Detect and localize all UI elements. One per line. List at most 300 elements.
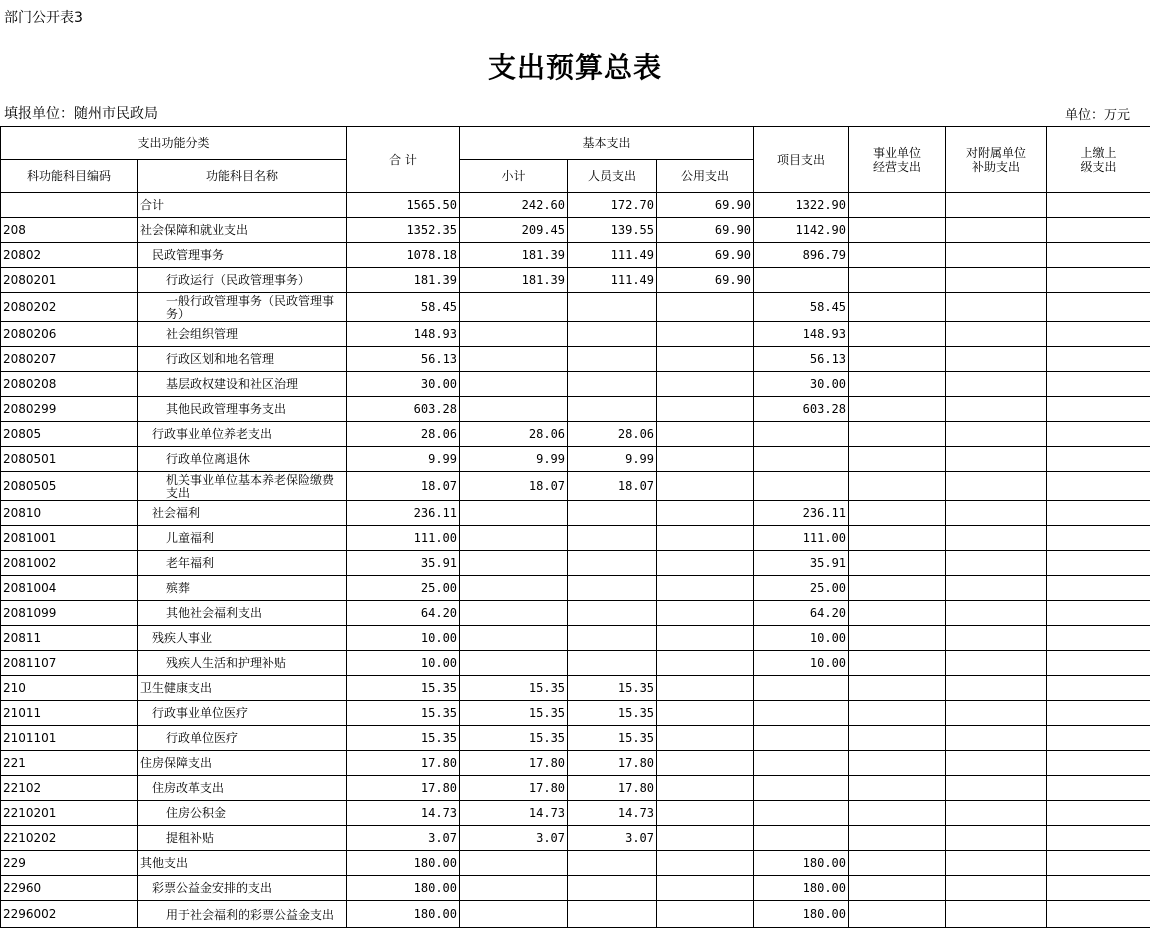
cell-name: 残疾人事业 xyxy=(138,626,347,651)
page-title: 支出预算总表 xyxy=(0,46,1150,86)
cell-code: 2080206 xyxy=(1,322,138,347)
cell-project: 56.13 xyxy=(754,347,849,372)
cell-project xyxy=(754,801,849,826)
cell-name: 其他社会福利支出 xyxy=(138,601,347,626)
cell-subsidy xyxy=(946,447,1047,472)
cell-personnel: 28.06 xyxy=(568,422,657,447)
cell-subtotal xyxy=(460,501,568,526)
cell-total: 15.35 xyxy=(347,726,460,751)
table-row xyxy=(1,501,1150,526)
table-row xyxy=(1,801,1150,826)
cell-project: 180.00 xyxy=(754,851,849,876)
cell-upper xyxy=(1047,776,1150,801)
cell-public xyxy=(657,472,754,501)
cell-personnel: 9.99 xyxy=(568,447,657,472)
cell-name: 其他支出 xyxy=(138,851,347,876)
cell-total: 180.00 xyxy=(347,876,460,901)
cell-subtotal xyxy=(460,901,568,928)
cell-subtotal xyxy=(460,526,568,551)
cell-total: 3.07 xyxy=(347,826,460,851)
cell-subtotal xyxy=(460,372,568,397)
cell-subtotal xyxy=(460,626,568,651)
cell-upper xyxy=(1047,651,1150,676)
cell-subtotal: 181.39 xyxy=(460,243,568,268)
cell-business xyxy=(849,826,946,851)
cell-total: 15.35 xyxy=(347,701,460,726)
cell-subtotal: 14.73 xyxy=(460,801,568,826)
cell-business xyxy=(849,576,946,601)
cell-subtotal: 3.07 xyxy=(460,826,568,851)
cell-personnel: 15.35 xyxy=(568,726,657,751)
cell-project: 10.00 xyxy=(754,626,849,651)
cell-project xyxy=(754,726,849,751)
cell-subtotal: 15.35 xyxy=(460,676,568,701)
cell-subsidy xyxy=(946,551,1047,576)
cell-business xyxy=(849,372,946,397)
cell-total: 18.07 xyxy=(347,472,460,501)
table-row xyxy=(1,193,1150,218)
header-public: 公用支出 xyxy=(657,160,754,193)
cell-upper xyxy=(1047,501,1150,526)
cell-upper xyxy=(1047,268,1150,293)
currency-unit: 单位：万元 xyxy=(1065,104,1130,123)
cell-code: 210 xyxy=(1,676,138,701)
cell-business xyxy=(849,851,946,876)
table-row xyxy=(1,601,1150,626)
cell-subtotal xyxy=(460,293,568,322)
cell-public: 69.90 xyxy=(657,218,754,243)
cell-public xyxy=(657,876,754,901)
cell-name: 行政区划和地名管理 xyxy=(138,347,347,372)
cell-personnel xyxy=(568,576,657,601)
table-row xyxy=(1,268,1150,293)
cell-code: 2081107 xyxy=(1,651,138,676)
cell-project: 896.79 xyxy=(754,243,849,268)
table-row xyxy=(1,447,1150,472)
cell-subtotal xyxy=(460,576,568,601)
cell-project: 58.45 xyxy=(754,293,849,322)
cell-project xyxy=(754,422,849,447)
cell-subtotal xyxy=(460,651,568,676)
table-row xyxy=(1,676,1150,701)
cell-public xyxy=(657,397,754,422)
cell-business xyxy=(849,347,946,372)
cell-name: 行政单位离退休 xyxy=(138,447,347,472)
cell-subtotal xyxy=(460,876,568,901)
cell-name: 行政事业单位养老支出 xyxy=(138,422,347,447)
cell-total: 17.80 xyxy=(347,776,460,801)
cell-total: 30.00 xyxy=(347,372,460,397)
cell-personnel: 17.80 xyxy=(568,776,657,801)
cell-subtotal xyxy=(460,601,568,626)
cell-name: 住房保障支出 xyxy=(138,751,347,776)
cell-code: 221 xyxy=(1,751,138,776)
cell-name: 社会保障和就业支出 xyxy=(138,218,347,243)
cell-code: 2296002 xyxy=(1,901,138,928)
cell-personnel xyxy=(568,347,657,372)
cell-subsidy xyxy=(946,826,1047,851)
cell-name: 社会福利 xyxy=(138,501,347,526)
table-row xyxy=(1,347,1150,372)
cell-personnel: 15.35 xyxy=(568,701,657,726)
table-row xyxy=(1,472,1150,501)
cell-subtotal: 209.45 xyxy=(460,218,568,243)
cell-project: 25.00 xyxy=(754,576,849,601)
cell-project: 30.00 xyxy=(754,372,849,397)
cell-business xyxy=(849,268,946,293)
table-row xyxy=(1,576,1150,601)
cell-project xyxy=(754,776,849,801)
cell-personnel: 3.07 xyxy=(568,826,657,851)
cell-personnel: 111.49 xyxy=(568,243,657,268)
cell-public xyxy=(657,422,754,447)
cell-upper xyxy=(1047,447,1150,472)
cell-code: 2210201 xyxy=(1,801,138,826)
cell-total: 148.93 xyxy=(347,322,460,347)
cell-project xyxy=(754,701,849,726)
cell-name: 卫生健康支出 xyxy=(138,676,347,701)
cell-code: 22102 xyxy=(1,776,138,801)
cell-business xyxy=(849,651,946,676)
cell-total: 64.20 xyxy=(347,601,460,626)
cell-subtotal: 9.99 xyxy=(460,447,568,472)
cell-public xyxy=(657,501,754,526)
cell-personnel xyxy=(568,322,657,347)
cell-project: 180.00 xyxy=(754,901,849,928)
cell-subtotal: 15.35 xyxy=(460,726,568,751)
cell-name: 提租补贴 xyxy=(138,826,347,851)
cell-business xyxy=(849,876,946,901)
cell-code: 2101101 xyxy=(1,726,138,751)
cell-code: 208 xyxy=(1,218,138,243)
cell-total: 56.13 xyxy=(347,347,460,372)
cell-code: 2081004 xyxy=(1,576,138,601)
cell-total: 28.06 xyxy=(347,422,460,447)
cell-business xyxy=(849,776,946,801)
cell-project: 1322.90 xyxy=(754,193,849,218)
cell-public: 69.90 xyxy=(657,193,754,218)
cell-code: 2210202 xyxy=(1,826,138,851)
cell-subtotal xyxy=(460,551,568,576)
cell-name: 民政管理事务 xyxy=(138,243,347,268)
cell-personnel xyxy=(568,901,657,928)
cell-code: 22960 xyxy=(1,876,138,901)
table-row xyxy=(1,551,1150,576)
cell-public xyxy=(657,626,754,651)
header-subtotal: 小计 xyxy=(460,160,568,193)
cell-subsidy xyxy=(946,601,1047,626)
cell-code: 2080207 xyxy=(1,347,138,372)
cell-project xyxy=(754,826,849,851)
header-subsidy: 对附属单位补助支出 xyxy=(946,127,1047,193)
cell-personnel: 139.55 xyxy=(568,218,657,243)
table-row xyxy=(1,397,1150,422)
cell-subsidy xyxy=(946,626,1047,651)
cell-project: 64.20 xyxy=(754,601,849,626)
cell-subtotal: 17.80 xyxy=(460,751,568,776)
cell-upper xyxy=(1047,347,1150,372)
cell-total: 14.73 xyxy=(347,801,460,826)
cell-public: 69.90 xyxy=(657,268,754,293)
cell-total: 35.91 xyxy=(347,551,460,576)
cell-subsidy xyxy=(946,526,1047,551)
cell-upper xyxy=(1047,526,1150,551)
cell-business xyxy=(849,243,946,268)
cell-business xyxy=(849,293,946,322)
table-row xyxy=(1,372,1150,397)
cell-public xyxy=(657,322,754,347)
cell-upper xyxy=(1047,701,1150,726)
cell-personnel: 17.80 xyxy=(568,751,657,776)
cell-subsidy xyxy=(946,193,1047,218)
cell-personnel xyxy=(568,551,657,576)
cell-project xyxy=(754,268,849,293)
table-row xyxy=(1,526,1150,551)
cell-public xyxy=(657,601,754,626)
cell-code: 229 xyxy=(1,851,138,876)
table-row xyxy=(1,851,1150,876)
cell-business xyxy=(849,501,946,526)
cell-public xyxy=(657,347,754,372)
cell-public xyxy=(657,901,754,928)
cell-subsidy xyxy=(946,726,1047,751)
cell-business xyxy=(849,218,946,243)
cell-name: 住房改革支出 xyxy=(138,776,347,801)
cell-name: 殡葬 xyxy=(138,576,347,601)
cell-personnel: 14.73 xyxy=(568,801,657,826)
cell-subtotal: 15.35 xyxy=(460,701,568,726)
cell-name: 老年福利 xyxy=(138,551,347,576)
header-project: 项目支出 xyxy=(754,127,849,193)
cell-public xyxy=(657,526,754,551)
table-row xyxy=(1,876,1150,901)
cell-name: 行政运行（民政管理事务） xyxy=(138,268,347,293)
cell-business xyxy=(849,472,946,501)
cell-project: 111.00 xyxy=(754,526,849,551)
cell-personnel: 18.07 xyxy=(568,472,657,501)
cell-public xyxy=(657,293,754,322)
cell-public xyxy=(657,676,754,701)
cell-total: 15.35 xyxy=(347,676,460,701)
cell-code: 2080208 xyxy=(1,372,138,397)
table-row xyxy=(1,243,1150,268)
cell-code: 2080501 xyxy=(1,447,138,472)
cell-total: 10.00 xyxy=(347,651,460,676)
cell-upper xyxy=(1047,551,1150,576)
cell-subsidy xyxy=(946,651,1047,676)
cell-code: 2080299 xyxy=(1,397,138,422)
cell-public xyxy=(657,851,754,876)
cell-total: 25.00 xyxy=(347,576,460,601)
cell-name: 机关事业单位基本养老保险缴费支出 xyxy=(138,472,347,501)
table-row xyxy=(1,651,1150,676)
form-number: 部门公开表3 xyxy=(4,7,83,27)
cell-subsidy xyxy=(946,676,1047,701)
cell-public xyxy=(657,776,754,801)
cell-subtotal xyxy=(460,347,568,372)
cell-subsidy xyxy=(946,472,1047,501)
table-row xyxy=(1,218,1150,243)
table-row xyxy=(1,626,1150,651)
table-row xyxy=(1,422,1150,447)
cell-upper xyxy=(1047,576,1150,601)
cell-project: 10.00 xyxy=(754,651,849,676)
table-row xyxy=(1,701,1150,726)
cell-business xyxy=(849,676,946,701)
cell-subsidy xyxy=(946,243,1047,268)
cell-personnel xyxy=(568,851,657,876)
cell-personnel xyxy=(568,397,657,422)
table-row xyxy=(1,726,1150,751)
cell-code: 20802 xyxy=(1,243,138,268)
cell-total: 181.39 xyxy=(347,268,460,293)
cell-subsidy xyxy=(946,372,1047,397)
cell-subtotal: 18.07 xyxy=(460,472,568,501)
cell-code: 2080202 xyxy=(1,293,138,322)
cell-subtotal xyxy=(460,851,568,876)
cell-subsidy xyxy=(946,422,1047,447)
cell-subtotal: 17.80 xyxy=(460,776,568,801)
cell-subsidy xyxy=(946,851,1047,876)
cell-upper xyxy=(1047,876,1150,901)
cell-subsidy xyxy=(946,876,1047,901)
cell-business xyxy=(849,701,946,726)
cell-upper xyxy=(1047,193,1150,218)
cell-name: 住房公积金 xyxy=(138,801,347,826)
cell-personnel xyxy=(568,626,657,651)
cell-business xyxy=(849,626,946,651)
cell-subsidy xyxy=(946,801,1047,826)
cell-project xyxy=(754,447,849,472)
cell-business xyxy=(849,322,946,347)
cell-name: 行政事业单位医疗 xyxy=(138,701,347,726)
cell-total: 1565.50 xyxy=(347,193,460,218)
cell-subtotal xyxy=(460,397,568,422)
header-business: 事业单位经营支出 xyxy=(849,127,946,193)
cell-total: 1078.18 xyxy=(347,243,460,268)
reporting-unit: 填报单位：随州市民政局 xyxy=(4,103,158,123)
cell-subsidy xyxy=(946,751,1047,776)
cell-project xyxy=(754,751,849,776)
cell-name: 用于社会福利的彩票公益金支出 xyxy=(138,901,347,928)
cell-code: 2081099 xyxy=(1,601,138,626)
cell-subsidy xyxy=(946,322,1047,347)
cell-name: 彩票公益金安排的支出 xyxy=(138,876,347,901)
cell-total: 236.11 xyxy=(347,501,460,526)
cell-name: 合计 xyxy=(138,193,347,218)
cell-upper xyxy=(1047,801,1150,826)
cell-name: 残疾人生活和护理补贴 xyxy=(138,651,347,676)
cell-project: 180.00 xyxy=(754,876,849,901)
cell-subsidy xyxy=(946,397,1047,422)
cell-upper xyxy=(1047,422,1150,447)
header-name: 功能科目名称 xyxy=(138,160,347,193)
cell-project xyxy=(754,676,849,701)
cell-name: 一般行政管理事务（民政管理事务） xyxy=(138,293,347,322)
cell-total: 1352.35 xyxy=(347,218,460,243)
cell-upper xyxy=(1047,472,1150,501)
cell-subsidy xyxy=(946,268,1047,293)
cell-upper xyxy=(1047,322,1150,347)
cell-personnel xyxy=(568,372,657,397)
cell-personnel xyxy=(568,293,657,322)
cell-total: 9.99 xyxy=(347,447,460,472)
cell-personnel: 15.35 xyxy=(568,676,657,701)
header-total: 合 计 xyxy=(347,127,460,193)
cell-upper xyxy=(1047,726,1150,751)
cell-upper xyxy=(1047,826,1150,851)
cell-business xyxy=(849,422,946,447)
cell-public xyxy=(657,551,754,576)
cell-public: 69.90 xyxy=(657,243,754,268)
header-code: 科功能科目编码 xyxy=(1,160,138,193)
cell-subsidy xyxy=(946,293,1047,322)
cell-subsidy xyxy=(946,576,1047,601)
cell-public xyxy=(657,726,754,751)
cell-public xyxy=(657,826,754,851)
cell-business xyxy=(849,526,946,551)
cell-business xyxy=(849,726,946,751)
table-row xyxy=(1,826,1150,851)
cell-business xyxy=(849,801,946,826)
cell-public xyxy=(657,701,754,726)
cell-personnel xyxy=(568,526,657,551)
cell-subsidy xyxy=(946,218,1047,243)
cell-code: 20810 xyxy=(1,501,138,526)
cell-project: 148.93 xyxy=(754,322,849,347)
cell-public xyxy=(657,801,754,826)
cell-business xyxy=(849,601,946,626)
cell-code: 2080505 xyxy=(1,472,138,501)
cell-business xyxy=(849,551,946,576)
cell-code xyxy=(1,193,138,218)
cell-upper xyxy=(1047,397,1150,422)
header-personnel: 人员支出 xyxy=(568,160,657,193)
cell-personnel: 111.49 xyxy=(568,268,657,293)
cell-subtotal xyxy=(460,322,568,347)
table-row xyxy=(1,776,1150,801)
cell-name: 基层政权建设和社区治理 xyxy=(138,372,347,397)
cell-subsidy xyxy=(946,347,1047,372)
cell-code: 2080201 xyxy=(1,268,138,293)
cell-subsidy xyxy=(946,776,1047,801)
cell-total: 603.28 xyxy=(347,397,460,422)
cell-project xyxy=(754,472,849,501)
cell-public xyxy=(657,372,754,397)
cell-total: 17.80 xyxy=(347,751,460,776)
cell-code: 2081001 xyxy=(1,526,138,551)
cell-personnel xyxy=(568,501,657,526)
header-basic: 基本支出 xyxy=(460,127,754,160)
cell-business xyxy=(849,901,946,928)
cell-subtotal: 181.39 xyxy=(460,268,568,293)
cell-total: 10.00 xyxy=(347,626,460,651)
cell-total: 180.00 xyxy=(347,901,460,928)
cell-upper xyxy=(1047,218,1150,243)
cell-upper xyxy=(1047,372,1150,397)
cell-upper xyxy=(1047,676,1150,701)
cell-code: 20811 xyxy=(1,626,138,651)
table-row xyxy=(1,293,1150,322)
cell-upper xyxy=(1047,626,1150,651)
cell-code: 21011 xyxy=(1,701,138,726)
cell-business xyxy=(849,397,946,422)
cell-business xyxy=(849,751,946,776)
cell-total: 58.45 xyxy=(347,293,460,322)
cell-subtotal: 242.60 xyxy=(460,193,568,218)
cell-project: 603.28 xyxy=(754,397,849,422)
header-functional-class: 支出功能分类 xyxy=(1,127,347,160)
